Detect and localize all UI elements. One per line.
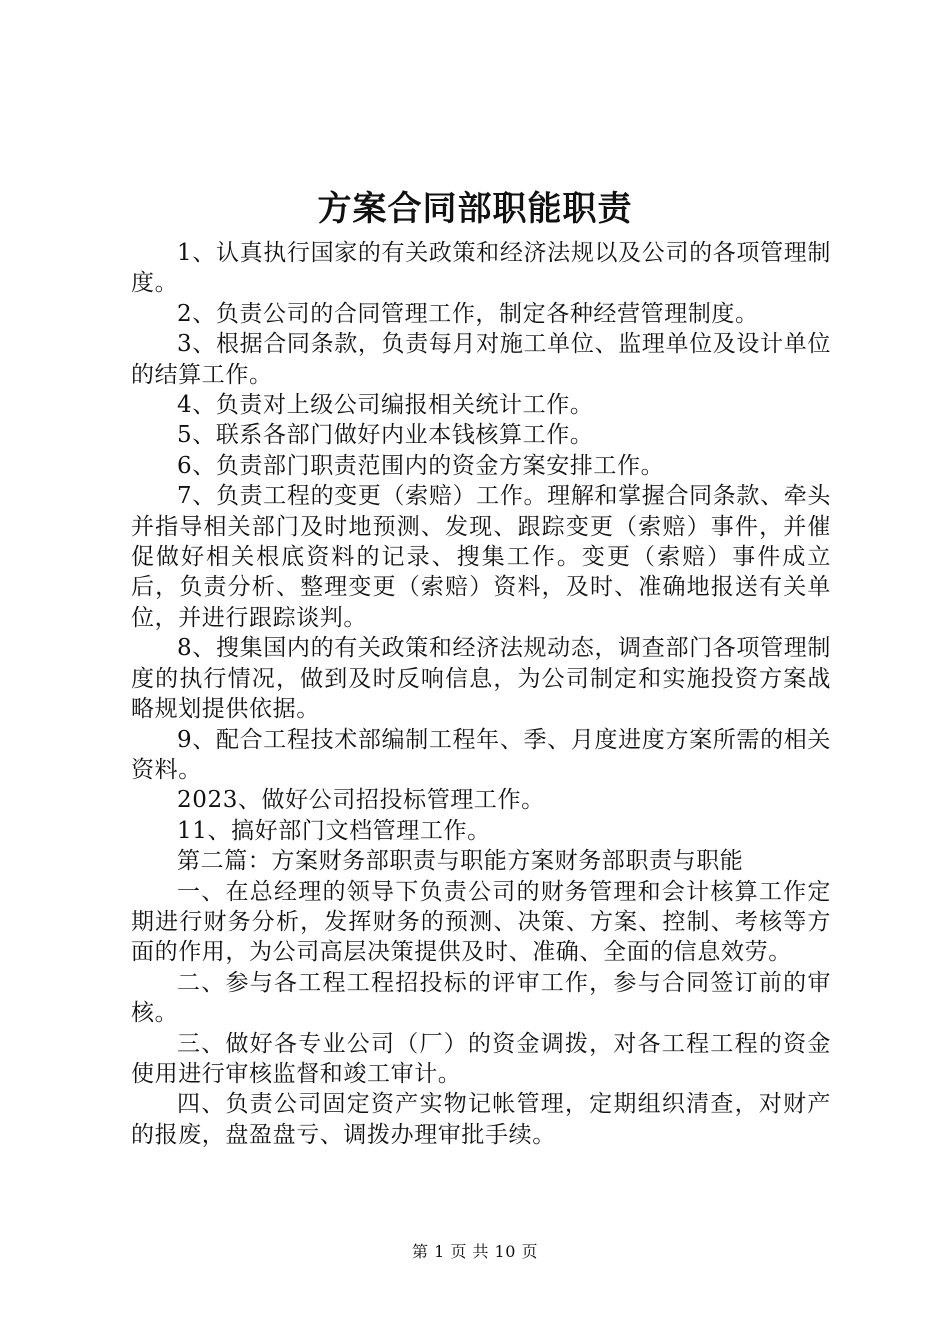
section-heading-part-two: 第二篇：方案财务部职责与职能方案财务部职责与职能 xyxy=(177,848,744,875)
paragraph-6: 6、负责部门职责范围内的资金方案安排工作。 xyxy=(177,452,665,479)
paragraph-9: 9、配合工程技术部编制工程年、季、月度进度方案所需的相关资料。 xyxy=(131,726,831,783)
paragraph-7: 7、负责工程的变更（索赔）工作。理解和掌握合同条款、牵头并指导相关部门及时地预测、发现、跟踪变更（索赔）事件，并催促做好相关根底资料的记录、搜集工作。变更（索赔）事件成立后，负责分析、整理变更（索赔）资料，及时、准确地报送有关单位，并进行跟踪谈判。 xyxy=(131,483,831,631)
paragraph-5: 5、联系各部门做好内业本钱核算工作。 xyxy=(177,422,594,449)
document-body xyxy=(131,238,831,1150)
paragraph-part-two-1: 一、在总经理的领导下负责公司的财务管理和会计核算工作定期进行财务分析，发挥财务的预测、决策、方案、控制、考核等方面的作用，为公司高层决策提供及时、准确、全面的信息效劳。 xyxy=(131,878,831,966)
paragraph-1: 1、认真执行国家的有关政策和经济法规以及公司的各项管理制度。 xyxy=(131,240,831,297)
paragraph-10: 2023、做好公司招投标管理工作。 xyxy=(177,787,545,814)
page-number-footer: 第 1 页 共 10 页 xyxy=(412,1242,538,1261)
paragraph-2: 2、负责公司的合同管理工作，制定各种经营管理制度。 xyxy=(177,300,759,327)
paragraph-4: 4、负责对上级公司编报相关统计工作。 xyxy=(177,392,594,419)
paragraph-11: 11、搞好部门文档管理工作。 xyxy=(177,817,491,844)
paragraph-part-two-2: 二、参与各工程工程招投标的评审工作，参与合同签订前的审核。 xyxy=(131,969,831,1027)
paragraph-part-two-3: 三、做好各专业公司（厂）的资金调拨，对各工程工程的资金使用进行审核监督和竣工审计。 xyxy=(131,1030,831,1087)
paragraph-3: 3、根据合同条款，负责每月对施工单位、监理单位及设计单位的结算工作。 xyxy=(131,331,831,388)
document-title: 方案合同部职能职责 xyxy=(317,189,633,229)
paragraph-8: 8、搜集国内的有关政策和经济法规动态，调查部门各项管理制度的执行情况，做到及时反响信息，为公司制定和实施投资方案战略规划提供依据。 xyxy=(131,635,831,723)
paragraph-part-two-4: 四、负责公司固定资产实物记帐管理，定期组织清查，对财产的报废，盘盈盘亏、调拨办理审批手续。 xyxy=(131,1091,831,1148)
